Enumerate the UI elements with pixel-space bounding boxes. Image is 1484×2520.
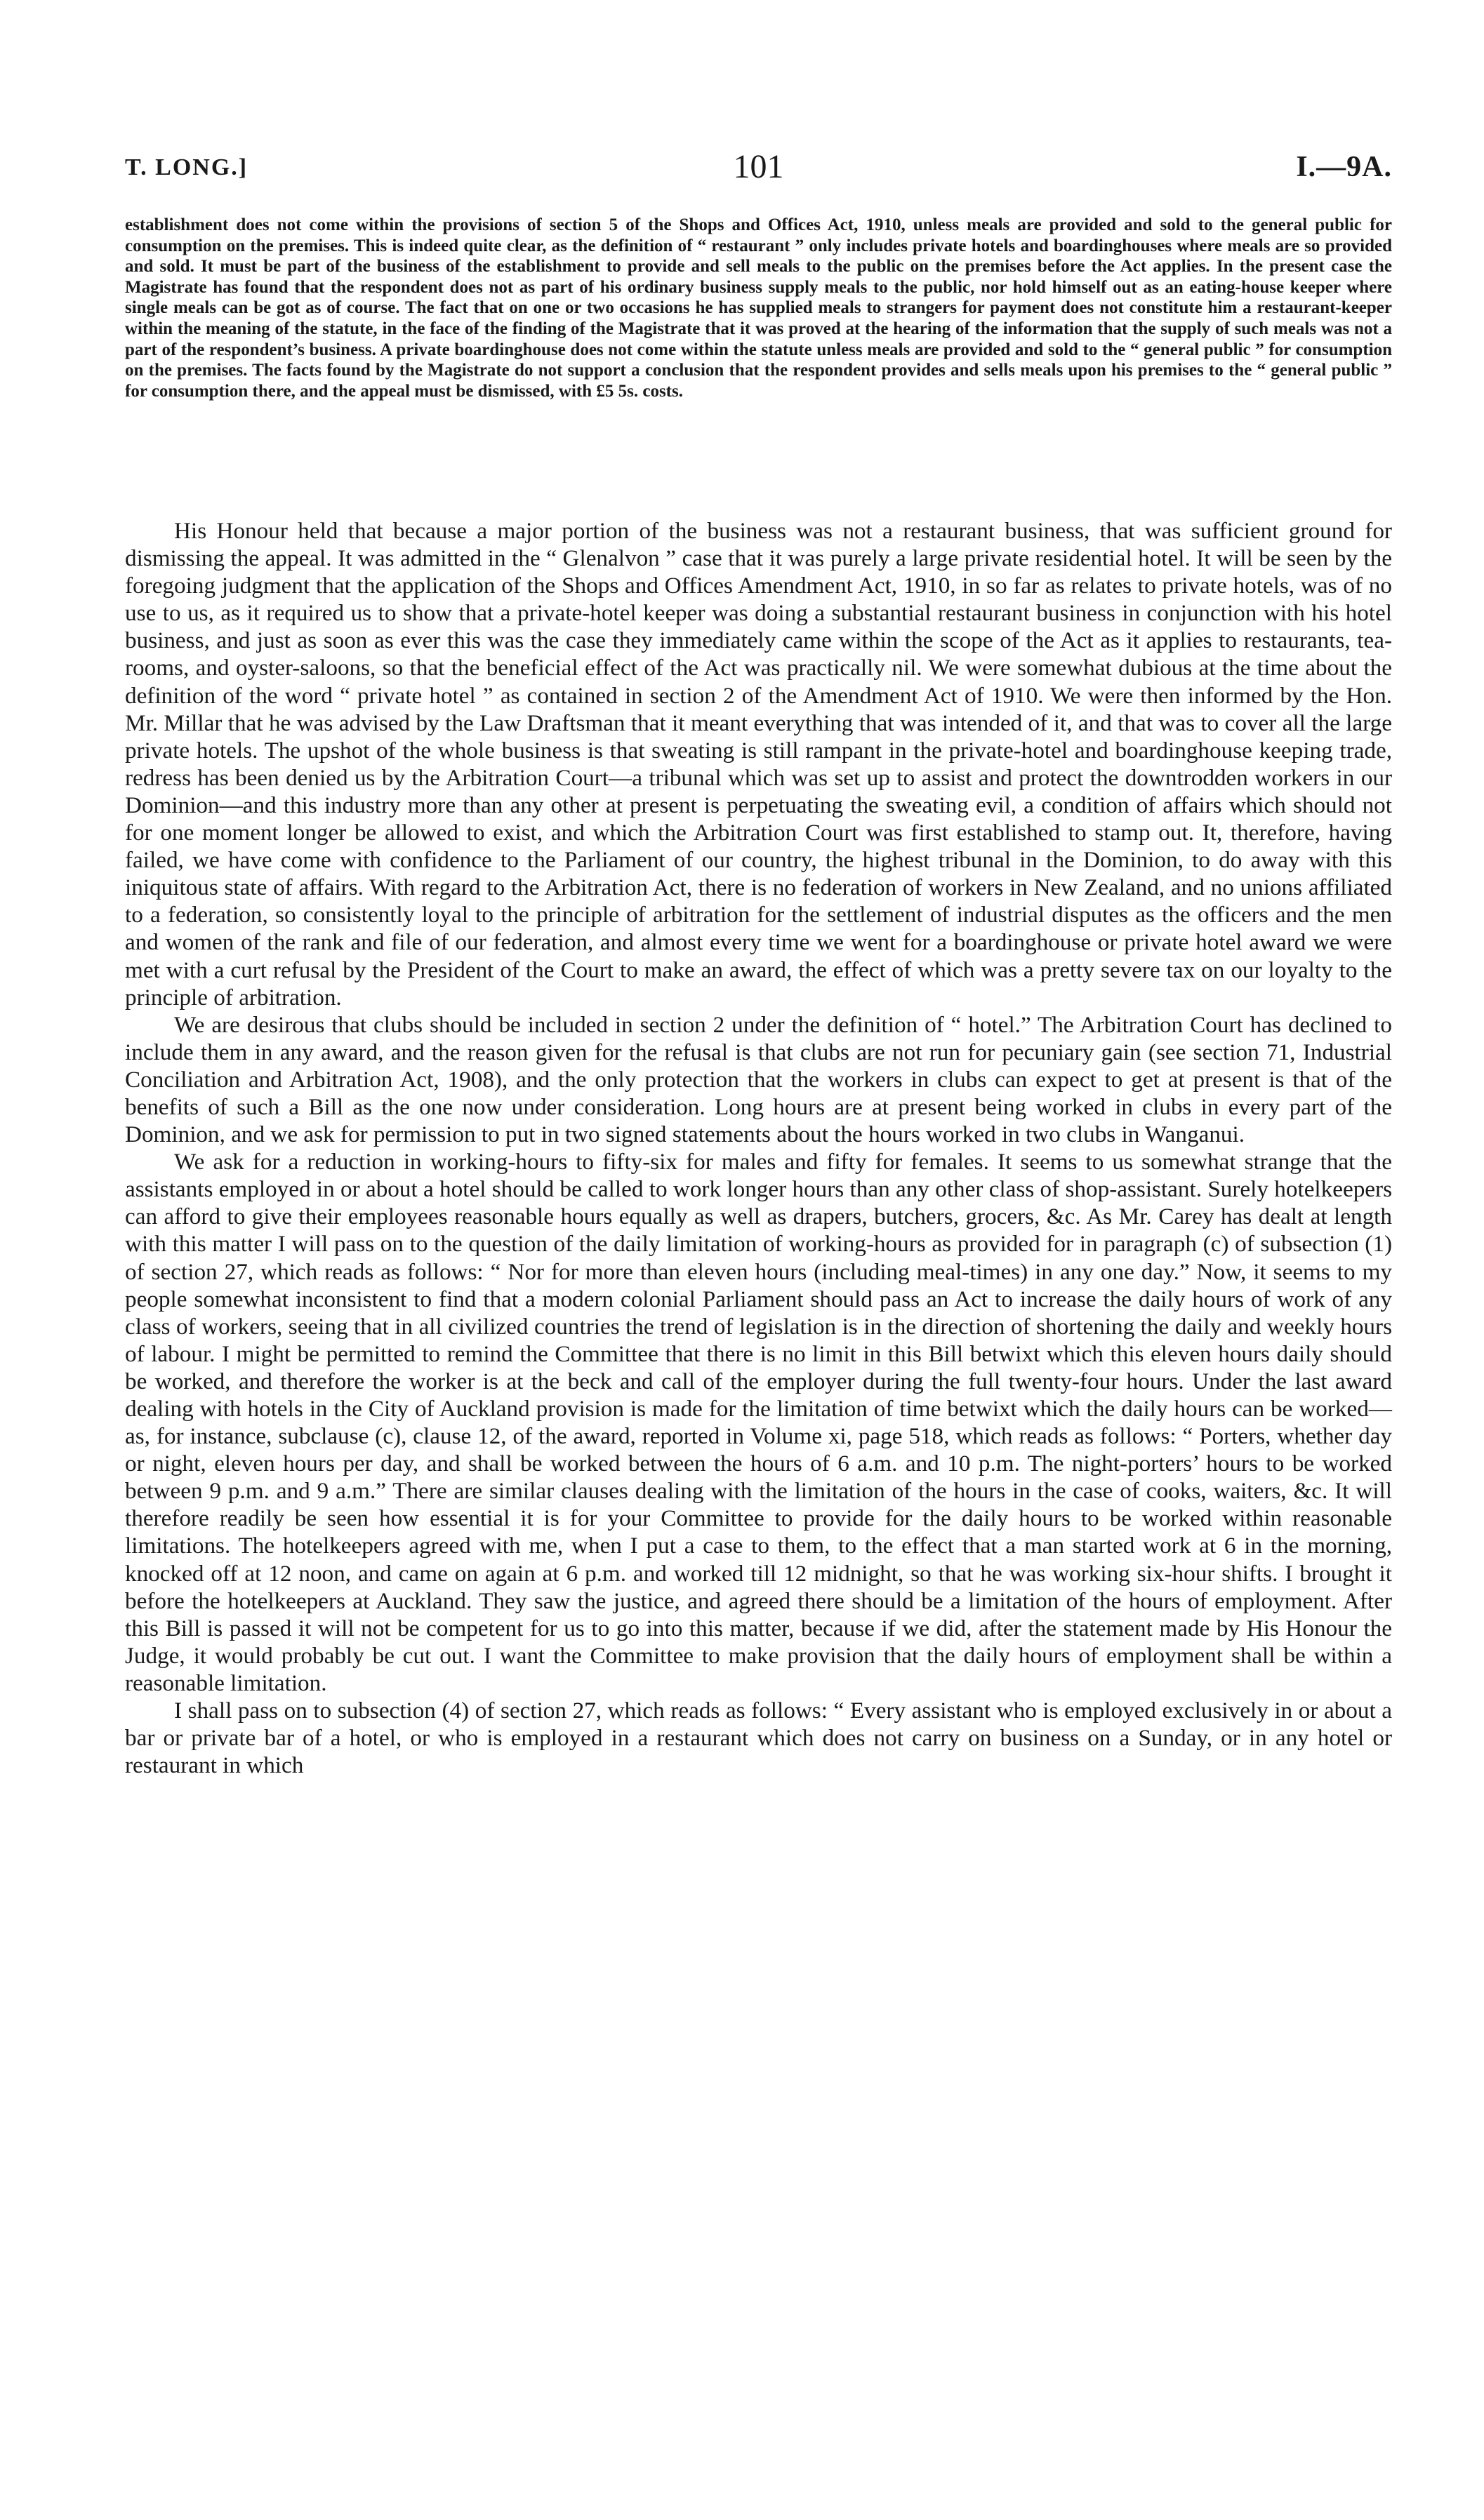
document-reference: I.—9A. [1296,151,1392,183]
judgment-paragraph: establishment does not come within the provisions of section 5 of the Shops and Offices Act, 1910, unless meals are provided and sold to the general public for consumption on the premises. This is indeed quite clear, as the definition of “ restaurant ” only includes private hotels and boardinghouses where meals are so provided and sold. It must be part of the business of the establishment to provide and sell meals to the public on the premises before the Act applies. In the present case the Magistrate has found that the respondent does not as part of his ordinary business supply meals to the public, nor hold himself out as an eating-house keeper where single meals can be got as of course. The fact that on one or two occasions he has supplied meals to strangers for payment does not constitute him a restaurant-keeper within the meaning of the statute, in the face of the finding of the Magistrate that it was proved at the hearing of the information that the supply of such meals was not a part of the respondent’s business. A private boardinghouse does not come within the statute unless meals are provided and sold to the “ general public ” for consumption on the premises. The facts found by the Magistrate do not support a conclusion that the respondent provides and sells meals upon his premises to the “ general public ” for consumption there, and the appeal must be dismissed, with £5 5s. costs. [125,215,1392,401]
body-text [125,517,1392,1779]
page-number: 101 [733,148,784,185]
paragraph-2: We are desirous that clubs should be included in section 2 under the definition of “ hotel.” The Arbitration Court has declined to include them in any award, and the reason given for the refusal is that clubs are not run for pecuniary gain (see section 71, Industrial Conciliation and Arbitration Act, 1908), and the only protection that the workers in clubs can expect to get at present is that of the benefits of such a Bill as the one now under consideration. Long hours are at present being worked in clubs in every part of the Dominion, and we ask for permission to put in two signed statements about the hours worked in two clubs in Wanganui. [125,1011,1392,1148]
judgment-excerpt [125,215,1392,401]
paragraph-4: I shall pass on to subsection (4) of section 27, which reads as follows: “ Every assistant who is employed exclusively in or about a bar or private bar of a hotel, or who is employed in a restaurant which does not carry on business on a Sunday, or in any hotel or restaurant in which [125,1698,1392,1779]
page-header [125,147,1392,196]
header-speaker: T. LONG.] [125,154,249,180]
paragraph-1: His Honour held that because a major portion of the business was not a restaurant business, that was sufficient ground for dismissing the appeal. It was admitted in the “ Glenalvon ” case that it was purely a large private residential hotel. It will be seen by the foregoing judgment that the application of the Shops and Offices Amendment Act, 1910, in so far as relates to private hotels, was of no use to us, as it required us to show that a private-hotel keeper was doing a substantial restaurant business in conjunction with his hotel business, and just as soon as ever this was the case they immediately came within the scope of the Act as it applies to restaurants, tea-rooms, and oyster-saloons, so that the beneficial effect of the Act was practically nil. We were somewhat dubious at the time about the definition of the word “ private hotel ” as contained in section 2 of the Amendment Act of 1910. We were then informed by the Hon. Mr. Millar that he was advised by the Law Draftsman that it meant everything that was intended of it, and that was to cover all the large private hotels. The upshot of the whole business is that sweating is still rampant in the private-hotel and boardinghouse keeping trade, redress has been denied us by the Arbitration Court—a tribunal which was set up to assist and protect the downtrodden workers in our Dominion—and this industry more than any other at present is perpetuating the sweating evil, a condition of affairs which should not for one moment longer be allowed to exist, and which the Arbitration Court was first established to stamp out. It, therefore, having failed, we have come with confidence to the Parliament of our country, the highest tribunal in the Dominion, to do away with this iniquitous state of affairs. With regard to the Arbitration Act, there is no federation of workers in New Zealand, and no unions affiliated to a federation, so consistently loyal to the principle of arbitration for the settlement of industrial disputes as the officers and the men and women of the rank and file of our federation, and almost every time we went for a boardinghouse or private hotel award we were met with a curt refusal by the President of the Court to make an award, the effect of which was a pretty severe tax on our loyalty to the principle of arbitration. [125,518,1392,1011]
paragraph-3: We ask for a reduction in working-hours to fifty-six for males and fifty for females. It seems to us somewhat strange that the assistants employed in or about a hotel should be called to work longer hours than any other class of shop-assistant. Surely hotelkeepers can afford to give their employees reasonable hours equally as well as drapers, butchers, grocers, &c. As Mr. Carey has dealt at length with this matter I will pass on to the question of the daily limitation of working-hours as provided for in paragraph (c) of subsection (1) of section 27, which reads as follows: “ Nor for more than eleven hours (including meal-times) in any one day.” Now, it seems to my people somewhat inconsistent to find that a modern colonial Parliament should pass an Act to increase the daily hours of work of any class of workers, seeing that in all civilized countries the trend of legislation is in the direction of shortening the daily and weekly hours of labour. I might be permitted to remind the Committee that there is no limit in this Bill betwixt which this eleven hours daily should be worked, and therefore the worker is at the beck and call of the employer during the full twenty-four hours. Under the last award dealing with hotels in the City of Auckland provision is made for the limitation of time betwixt which the daily hours can be worked—as, for instance, subclause (c), clause 12, of the award, reported in Volume xi, page 518, which reads as follows: “ Porters, whether day or night, eleven hours per day, and shall be worked between the hours of 6 a.m. and 10 p.m. The night-porters’ hours to be worked between 9 p.m. and 9 a.m.” There are similar clauses dealing with the limitation of the hours in the case of cooks, waiters, &c. It will therefore readily be seen how essential it is for your Committee to provide for the daily hours to be worked within reasonable limitations. The hotelkeepers agreed with me, when I put a case to them, to the effect that a man started work at 6 in the morning, knocked off at 12 noon, and came on again at 6 p.m. and worked till 12 midnight, so that he was working six-hour shifts. I brought it before the hotelkeepers at Auckland. They saw the justice, and agreed there should be a limitation of the hours of employment. After this Bill is passed it will not be competent for us to go into this matter, because if we did, after the statement made by His Honour the Judge, it would probably be cut out. I want the Committee to make provision that the daily hours of employment shall be within a reasonable limitation. [125,1149,1392,1696]
